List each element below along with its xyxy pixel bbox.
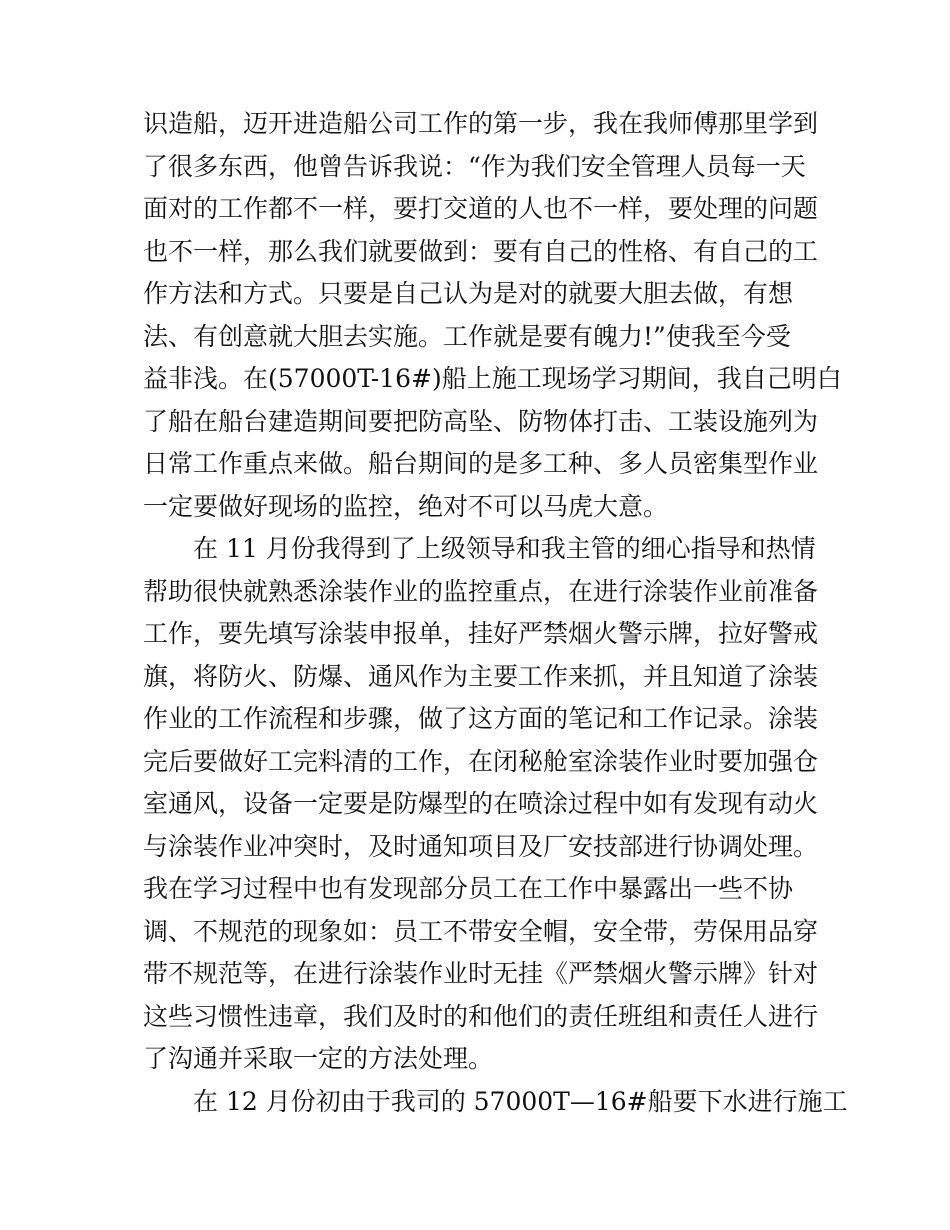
text-line: 日常工作重点来做。船台期间的是多工种、多人员密集型作业 [143, 449, 819, 478]
text-line: 我在学习过程中也有发现部分员工在工作中暴露出一些不协 [143, 874, 794, 903]
text-line: 了沟通并采取一定的方法处理。 [143, 1044, 494, 1073]
text-line: 一定要做好现场的监控，绝对不可以马虎大意。 [143, 491, 669, 521]
text-line: 识造船，迈开进造船公司工作的第一步，我在我师傅那里学到 [143, 109, 819, 138]
text-line: 工作，要先填写涂装申报单，挂好严禁烟火警示牌，拉好警戒 [143, 619, 819, 648]
text-line: 在 12 月份初由于我司的 57000T—16#船要下水进行施工 [143, 1086, 848, 1116]
text-line: 在 11 月份我得到了上级领导和我主管的细心指导和热情 [143, 534, 816, 563]
text-line: 室通风，设备一定要是防爆型的在喷涂过程中如有发现有动火 [143, 789, 819, 818]
text-line: 与涂装作业冲突时，及时通知项目及厂安技部进行协调处理。 [143, 831, 819, 861]
body-text [143, 103, 848, 1123]
text-line: 面对的工作都不一样，要打交道的人也不一样，要处理的问题 [143, 194, 819, 223]
text-line: 了很多东西，他曾告诉我说：“作为我们安全管理人员每一天 [143, 151, 806, 181]
text-line: 法、有创意就大胆去实施。工作就是要有魄力!”使我至今受 [143, 321, 791, 351]
text-line: 益非浅。在(57000T-16#)船上施工现场学习期间，我自己明白 [143, 364, 842, 393]
text-line: 也不一样，那么我们就要做到：要有自己的性格、有自己的工 [143, 236, 819, 266]
text-line: 这些习惯性违章，我们及时的和他们的责任班组和责任人进行 [143, 1001, 819, 1031]
text-line: 完后要做好工完料清的工作，在闭秘舱室涂装作业时要加强仓 [143, 746, 819, 776]
text-line: 作方法和方式。只要是自己认为是对的就要大胆去做，有想 [143, 279, 794, 308]
text-line: 作业的工作流程和步骤，做了这方面的笔记和工作记录。涂装 [143, 704, 819, 733]
text-line: 带不规范等，在进行涂装作业时无挂《严禁烟火警示牌》针对 [143, 959, 819, 988]
text-line: 帮助很快就熟悉涂装作业的监控重点，在进行涂装作业前准备 [143, 576, 819, 606]
text-line: 了船在船台建造期间要把防高坠、防物体打击、工装设施列为 [143, 406, 819, 436]
text-line: 旗，将防火、防爆、通风作为主要工作来抓，并且知道了涂装 [143, 661, 819, 691]
text-line: 调、不规范的现象如：员工不带安全帽，安全带，劳保用品穿 [143, 916, 819, 946]
